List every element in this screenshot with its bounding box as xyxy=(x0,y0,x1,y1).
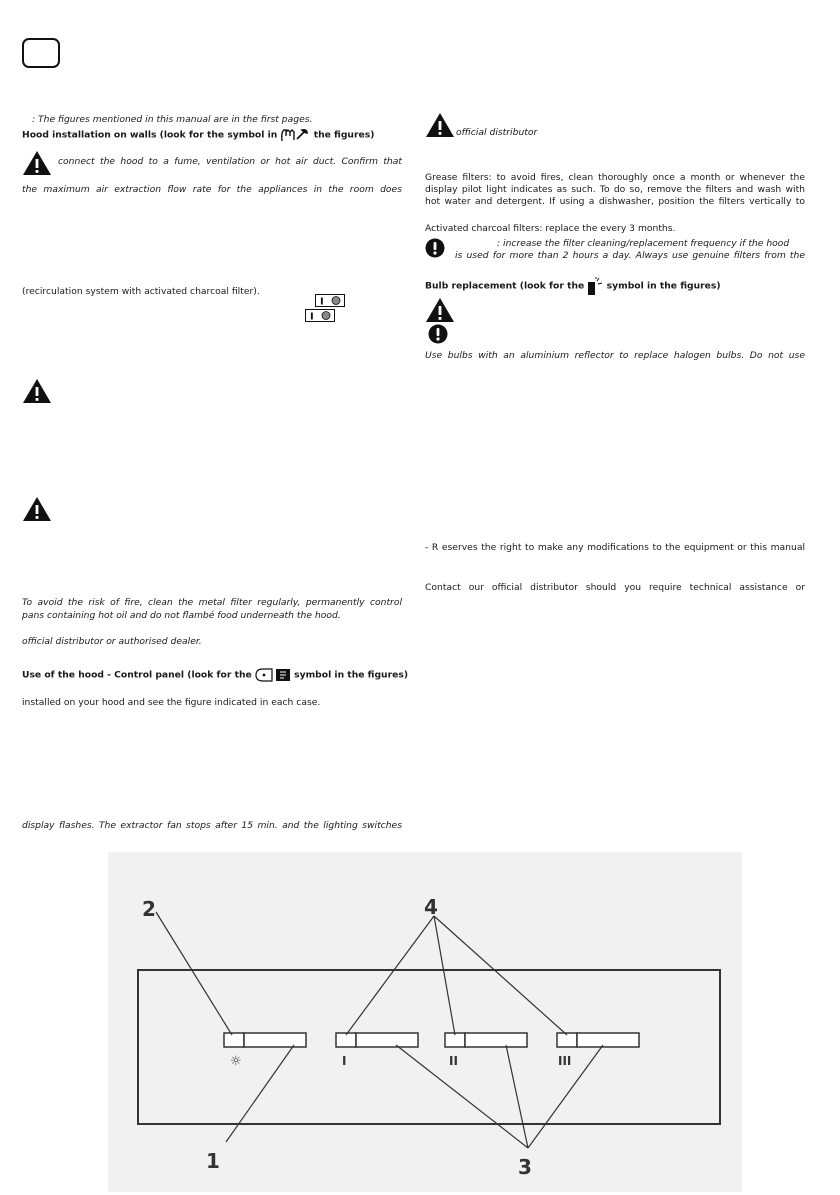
speed-2-button xyxy=(465,1033,527,1047)
duct-warning-line1: connect the hood to a fume, ventilation or hot air duct. Confirm that xyxy=(58,156,402,167)
bulb-heading-end: symbol in the figures) xyxy=(606,280,721,292)
control-panel-icon xyxy=(255,668,291,682)
filter-frequency-line2: is used for more than 2 hours a day. Always use genuine filters from the xyxy=(455,250,805,261)
svg-text:I: I xyxy=(320,296,324,307)
display-flashes-text: display flashes. The extractor fan stops after 15 min. and the lighting switches xyxy=(22,820,402,831)
reserves-right-text: - R eserves the right to make any modifications to the equipment or this manual xyxy=(425,542,805,553)
installation-heading-end: the figures) xyxy=(313,129,375,141)
recirculation-switch-icon xyxy=(315,294,345,307)
duct-warning-line2: the maximum air extraction flow rate for the appliances in the room does xyxy=(22,184,402,195)
grease-filters-line3: hot water and detergent. If using a dishwasher, position the filters vertically to xyxy=(425,196,805,207)
language-tab-box xyxy=(22,38,60,68)
exclamation-circle-icon-2 xyxy=(428,324,448,344)
speed-2-indicator xyxy=(445,1033,465,1047)
callout-1: 1 xyxy=(206,1149,220,1173)
warning-triangle-icon-4 xyxy=(425,112,455,138)
control-panel-diagram xyxy=(108,852,742,1192)
callout-2: 2 xyxy=(142,897,156,921)
warning-triangle-icon-5 xyxy=(425,297,455,323)
speed-3-button xyxy=(577,1033,639,1047)
light-indicator xyxy=(224,1033,244,1047)
speed-1-button xyxy=(356,1033,418,1047)
control-heading-end: symbol in the figures) xyxy=(294,669,409,681)
bulb-icon xyxy=(587,277,603,295)
bulb-replacement-heading xyxy=(425,277,721,295)
warning-triangle-icon-3 xyxy=(22,496,52,522)
light-symbol: ☼ xyxy=(230,1054,242,1069)
grease-filters-line2: display pilot light indicates as such. To do so, remove the filters and wash with xyxy=(425,184,805,195)
contact-text: Contact our official distributor should you require technical assistance or xyxy=(425,582,805,593)
recirculation-text: (recirculation system with activated charcoal filter). xyxy=(22,286,260,297)
official-distributor-text: official distributor xyxy=(456,127,538,138)
warning-triangle-icon xyxy=(22,150,52,176)
bulb-heading-text: Bulb replacement (look for the xyxy=(425,280,585,292)
speed-1-indicator xyxy=(336,1033,356,1047)
bulb-note-text: Use bulbs with an aluminium reflector to replace halogen bulbs. Do not use xyxy=(425,350,805,361)
speed-3-label: III xyxy=(558,1054,572,1068)
charcoal-filters-text: Activated charcoal filters: replace the every 3 months. xyxy=(425,223,676,234)
filter-frequency-line1: : increase the filter cleaning/replacement frequency if the hood xyxy=(497,238,790,249)
wrench-hand-icon xyxy=(280,128,310,142)
warning-triangle-icon-2 xyxy=(22,378,52,404)
speed-2-label: II xyxy=(449,1054,458,1068)
recirculation-switch-icon-2 xyxy=(305,309,335,322)
svg-text:I: I xyxy=(310,311,314,322)
official-dealer-text: official distributor or authorised dealer. xyxy=(22,636,202,647)
callout-4: 4 xyxy=(424,895,438,919)
installation-heading-text: Hood installation on walls (look for the symbol in xyxy=(22,129,278,141)
leader-lines xyxy=(156,912,603,1148)
installation-heading xyxy=(22,128,374,142)
exclamation-circle-icon xyxy=(425,238,445,258)
fire-risk-line1: To avoid the risk of fire, clean the metal filter regularly, permanently control xyxy=(22,597,402,608)
grease-filters-line1: Grease filters: to avoid fires, clean thoroughly once a month or whenever the xyxy=(425,172,805,183)
figures-note: : The figures mentioned in this manual are in the first pages. xyxy=(32,114,313,125)
control-heading-text: Use of the hood - Control panel (look for the xyxy=(22,669,252,681)
light-button xyxy=(244,1033,306,1047)
control-panel-heading xyxy=(22,668,408,682)
fire-risk-line2: pans containing hot oil and do not flambé food underneath the hood. xyxy=(22,610,341,621)
speed-3-indicator xyxy=(557,1033,577,1047)
control-panel-figure xyxy=(108,852,742,1192)
callout-3: 3 xyxy=(518,1155,532,1179)
control-installed-text: installed on your hood and see the figure indicated in each case. xyxy=(22,697,321,708)
speed-1-label: I xyxy=(342,1054,347,1068)
